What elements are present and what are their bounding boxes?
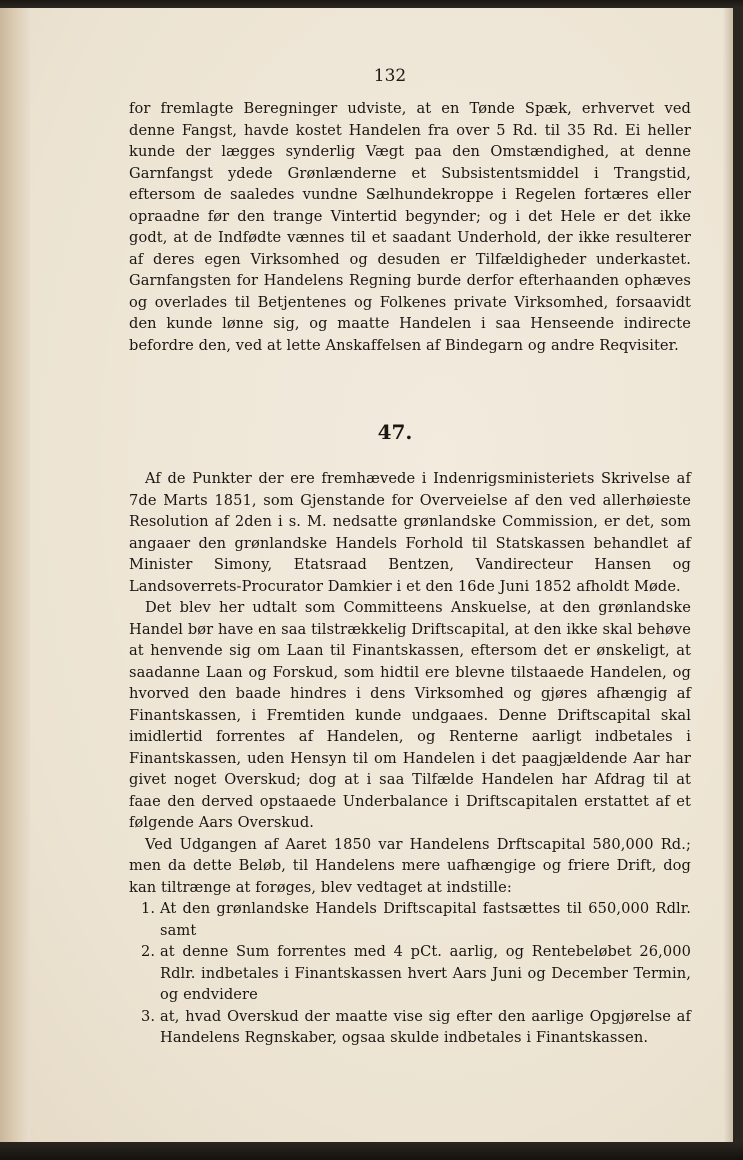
text-block-top [129, 98, 691, 356]
list-item-number: 3. [141, 1007, 156, 1025]
page-number: 132 [373, 66, 407, 86]
paragraph-2: Det blev her udtalt som Committeens Anskuelse, at den grønlandske Handel bør have en saa tilstrækkelig Driftscapital, at den ikke skal behøve at henvende sig om Laan til Finantskassen, eftersom det er ønskeligt, at saadanne Laan og Forskud, som hidtil ere blevne tilstaaede Handelen, og hvorved den baade hindres i dens Virksomhed og gjøres afhængig af Finantskassen, i Fremtiden kunde undgaaes. Denne Driftscapital skal imidlertid forrentes af Handelen, og Renterne aarligt indbetales i Finantskassen, uden Hensyn til om Handelen i det paagjældende Aar har givet noget Overskud; dog at i saa Tilfælde Handelen har Afdrag til at faae den derved opstaaede Underbalance i Driftscapitalen erstattet af et følgende Aars Overskud. [129, 599, 691, 831]
resolution-list [129, 898, 691, 1049]
page-right-edge [723, 8, 733, 1142]
scan-bottom-edge [0, 1142, 743, 1160]
list-item-text: at, hvad Overskud der maatte vise sig efter den aarlige Opgjørelse af Handelens Regnskaber, ogsaa skulde indbetales i Finantskassen. [160, 1007, 691, 1046]
list-item-number: 2. [141, 943, 156, 960]
list-item-text: at denne Sum forrentes med 4 pCt. aarlig, og Rentebeløbet 26,000 Rdlr. indbetales i Finantskassen hvert Aars Juni og December Termin, og endvidere [160, 943, 691, 1003]
list-item [129, 898, 691, 941]
paragraph-top: for fremlagte Beregninger udviste, at en Tønde Spæk, erhvervet ved denne Fangst, havde kostet Handelen fra over 5 Rd. til 35 Rd. Ei heller kunde der lægges synderlig Vægt paa den Omstændighed, at denne Garnfangst ydede Grønlænderne et Subsistentsmiddel i Trangstid, eftersom de saaledes vundne Sælhundekroppe i Regelen fortæres eller opraadne før den trange Vintertid begynder; og i det Hele er det ikke godt, at de Indfødte vænnes til et saadant Underhold, der ikke resulterer af deres egen Virksomhed og desuden er Tilfældigheder underkastet. Garnfangsten for Handelens Regning burde derfor efterhaanden ophæves og overlades til Betjentenes og Folkenes private Virksomhed, forsaavidt den kunde lønne sig, og maatte Handelen i saa Henseende indirecte befordre den, ved at lette Anskaffelsen af Bindegarn og andre Reqvisiter. [129, 100, 691, 354]
list-item-text: At den grønlandske Handels Driftscapital fastsættes til 650,000 Rdlr. samt [160, 900, 691, 939]
text-block-section [129, 468, 691, 1049]
list-item-number: 1. [141, 900, 156, 917]
paragraph-1: Af de Punkter der ere fremhævede i Indenrigsministeriets Skrivelse af 7de Marts 1851, som Gjenstande for Overveielse af den ved allerhøieste Resolution af 2den i s. M. nedsatte grønlandske Commission, er det, som angaaer den grønlandske Handels Forhold til Statskassen behandlet af Minister Simony, Etatsraad Bentzen, Vandirecteur Hansen og Landsoverrets-Procurator Damkier i et den 16de Juni 1852 afholdt Møde. [129, 470, 691, 595]
list-item [129, 941, 691, 1006]
paragraph-3: Ved Udgangen af Aaret 1850 var Handelens Drftscapital 580,000 Rd.; men da dette Beløb, til Handelens mere uafhængige og friere Drift, dog kan tiltrænge at forøges, blev vedtaget at indstille: [129, 835, 691, 896]
section-number: 47. [377, 420, 413, 444]
scan-top-edge [0, 0, 743, 8]
list-item [129, 1006, 691, 1049]
book-binding-gutter [0, 8, 30, 1142]
